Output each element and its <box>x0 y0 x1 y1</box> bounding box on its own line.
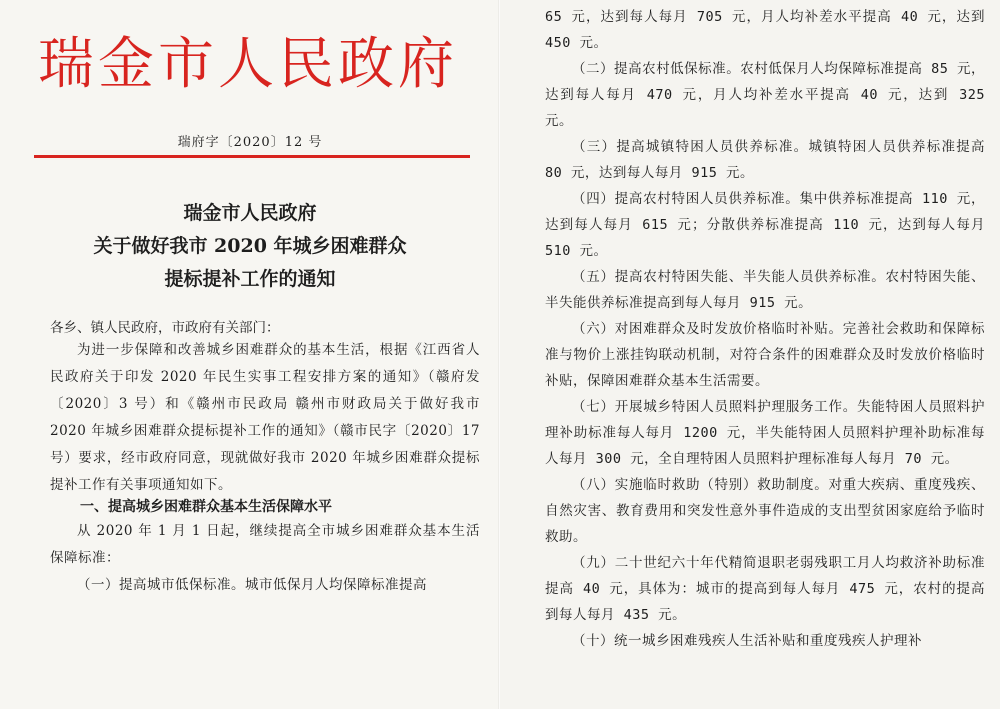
item-2: （二）提高农村低保标准。农村低保月人均保障标准提高 85 元，达到每人每月 470 元，月人均补差水平提高 40 元，达到 325 元。 <box>545 61 985 129</box>
item-10: （十）统一城乡困难残疾人生活补贴和重度残疾人护理补 <box>572 633 922 649</box>
section-1-paragraph <box>50 518 480 572</box>
item-7: （七）开展城乡特困人员照料护理服务工作。失能特困人员照料护理补助标准每人每月 1200 元，半失能特困人员照料护理补助标准每人每月 300 元，全自理特困人员照料护理标准每人每月 70 元。 <box>545 399 985 467</box>
intro-text: 为进一步保障和改善城乡困难群众的基本生活，根据《江西省人民政府关于印发 2020 年民生实事工程安排方案的通知》（赣府发〔2020〕3 号）和《赣州市民政局 赣州市财政局关于做好我市 2020 年城乡困难群众提标提补工作的通知》（赣市民字〔2020〕17 号）要求，经市政府同意，现就做好我市 2020 年城乡困难群众提标提补工作有关事项通知如下。 <box>50 342 480 493</box>
document-number: 瑞府字〔2020〕12 号 <box>177 135 323 150</box>
red-divider-line <box>34 155 470 158</box>
right-text-block <box>545 4 985 654</box>
item-8: （八）实施临时救助（特别）救助制度。对重大疾病、重度残疾、自然灾害、教育费用和突发性意外事件造成的支出型贫困家庭给予临时救助。 <box>545 477 985 545</box>
notice-title-line-1: 瑞金市人民政府 <box>183 202 317 224</box>
item-3: （三）提高城镇特困人员供养标准。城镇特困人员供养标准提高 80 元，达到每人每月 915 元。 <box>545 139 985 181</box>
item-1-paragraph <box>50 572 480 599</box>
notice-title <box>0 197 500 296</box>
right-page <box>500 0 1000 709</box>
continuation-text: 65 元，达到每人每月 705 元，月人均补差水平提高 40 元，达到 450 元。 <box>545 9 985 51</box>
section-1-heading: 一、提高城乡困难群众基本生活保障水平 <box>80 499 332 515</box>
salutation: 各乡、镇人民政府，市政府有关部门： <box>50 320 280 336</box>
item-5: （五）提高农村特困失能、半失能人员供养标准。农村特困失能、半失能供养标准提高到每人每月 915 元。 <box>545 269 985 311</box>
intro-paragraph <box>50 337 480 499</box>
notice-title-line-3: 提标提补工作的通知 <box>164 268 336 290</box>
item-4: （四）提高农村特困人员供养标准。集中供养标准提高 110 元，达到每人每月 615 元；分散供养标准提高 110 元，达到每人每月 510 元。 <box>545 191 985 259</box>
notice-title-line-2: 关于做好我市 2020 年城乡困难群众 <box>93 235 407 257</box>
item-1-text: （一）提高城市低保标准。城市低保月人均保障标准提高 <box>77 577 427 593</box>
government-letterhead: 瑞金市人民政府 <box>38 32 458 97</box>
item-6: （六）对困难群众及时发放价格临时补贴。完善社会救助和保障标准与物价上涨挂钩联动机制，对符合条件的困难群众及时发放价格临时补贴，保障困难群众基本生活需要。 <box>545 321 985 389</box>
section-1-text: 从 2020 年 1 月 1 日起，继续提高全市城乡困难群众基本生活保障标准： <box>50 523 480 566</box>
item-9: （九）二十世纪六十年代精简退职老弱残职工月人均救济补助标准提高 40 元，具体为：城市的提高到每人每月 475 元，农村的提高到每人每月 435 元。 <box>545 555 985 623</box>
